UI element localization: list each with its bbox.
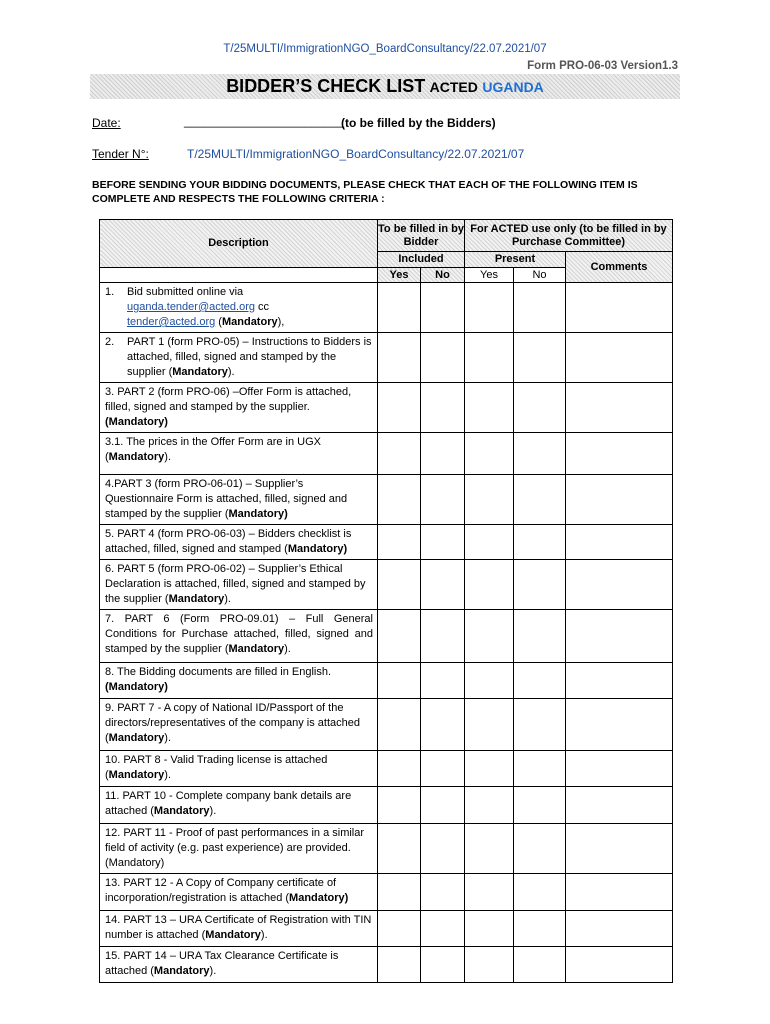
tender-value: T/25MULTI/ImmigrationNGO_BoardConsultancy/22.07.2021/07 — [187, 147, 525, 161]
checkbox-cell[interactable] — [421, 475, 465, 525]
header-comments: Comments — [566, 252, 673, 283]
comments-cell[interactable] — [566, 383, 673, 433]
header-yes-acted: Yes — [465, 268, 514, 283]
row-description: 14. PART 13 – URA Certificate of Registration with TIN number is attached (Mandatory). — [100, 911, 378, 947]
comments-cell[interactable] — [566, 911, 673, 947]
checkbox-cell[interactable] — [421, 751, 465, 787]
table-row — [100, 383, 673, 433]
row-description: 4.PART 3 (form PRO-06-01) – Supplier’s Questionnaire Form is attached, filled, signed and stamped by the supplier (Mandatory) — [100, 475, 378, 525]
checkbox-cell[interactable] — [465, 333, 514, 383]
table-row — [100, 610, 673, 663]
table-row — [100, 699, 673, 751]
title-country: UGANDA — [482, 79, 544, 95]
checkbox-cell[interactable] — [514, 824, 566, 874]
checkbox-cell[interactable] — [378, 610, 421, 663]
table-row — [100, 751, 673, 787]
table-row — [100, 560, 673, 610]
checkbox-cell[interactable] — [514, 475, 566, 525]
title-bar — [90, 74, 680, 99]
comments-cell[interactable] — [566, 699, 673, 751]
checkbox-cell[interactable] — [465, 475, 514, 525]
title-acted: ACTED — [429, 79, 478, 95]
table-row — [100, 911, 673, 947]
checkbox-cell[interactable] — [378, 699, 421, 751]
checkbox-cell[interactable] — [378, 911, 421, 947]
checkbox-cell[interactable] — [421, 663, 465, 699]
checkbox-cell[interactable] — [514, 560, 566, 610]
checkbox-cell[interactable] — [421, 874, 465, 911]
table-row — [100, 475, 673, 525]
form-number: Form PRO-06-03 Version1.3 — [527, 60, 678, 72]
header-no: No — [421, 268, 465, 283]
row-description: 10. PART 8 - Valid Trading license is attached (Mandatory). — [100, 751, 378, 787]
comments-cell[interactable] — [566, 824, 673, 874]
email-link-2[interactable]: tender@acted.org — [127, 316, 216, 328]
comments-cell[interactable] — [566, 947, 673, 983]
checkbox-cell[interactable] — [378, 560, 421, 610]
checkbox-cell[interactable] — [465, 874, 514, 911]
table-row — [100, 787, 673, 824]
checkbox-cell[interactable] — [465, 433, 514, 475]
checkbox-cell[interactable] — [514, 525, 566, 560]
table-row — [100, 433, 673, 475]
checkbox-cell[interactable] — [514, 663, 566, 699]
checkbox-cell[interactable] — [421, 525, 465, 560]
header-description-strip — [100, 268, 378, 283]
checkbox-cell[interactable] — [514, 947, 566, 983]
checkbox-cell[interactable] — [514, 699, 566, 751]
comments-cell[interactable] — [566, 751, 673, 787]
date-note: (to be filled by the Bidders) — [341, 116, 496, 130]
row-description: 3.1. The prices in the Offer Form are in UGX (Mandatory). — [100, 433, 378, 475]
row-description: 6. PART 5 (form PRO-06-02) – Supplier’s Ethical Declaration is attached, filled, signed and stamped by the supplier (Mandatory). — [100, 560, 378, 610]
checkbox-cell[interactable] — [465, 699, 514, 751]
checkbox-cell[interactable] — [465, 824, 514, 874]
checkbox-cell[interactable] — [421, 947, 465, 983]
checkbox-cell[interactable] — [465, 947, 514, 983]
row-description: 8. The Bidding documents are filled in English. (Mandatory) — [100, 663, 378, 699]
checkbox-cell[interactable] — [421, 699, 465, 751]
comments-cell[interactable] — [566, 874, 673, 911]
checkbox-cell[interactable] — [378, 663, 421, 699]
checkbox-cell[interactable] — [421, 283, 465, 333]
page-title: BIDDER’S CHECK LIST — [226, 76, 426, 96]
table-row — [100, 283, 673, 333]
row-description: 12. PART 11 - Proof of past performances in a similar field of activity (e.g. past experience) are provided. (Mandatory) — [100, 824, 378, 874]
table-row — [100, 663, 673, 699]
instructions: BEFORE SENDING YOUR BIDDING DOCUMENTS, PLEASE CHECK THAT EACH OF THE FOLLOWING ITEM IS COMPLETE AND RESPECTS THE FOLLOWING CRITERIA : — [92, 179, 638, 205]
row-description: 2. PART 1 (form PRO-05) – Instructions to Bidders is attached, filled, signed and stamped by the supplier (Mandatory). — [100, 333, 378, 383]
checkbox-cell[interactable] — [514, 874, 566, 911]
checkbox-cell[interactable] — [421, 560, 465, 610]
header-included: Included — [378, 252, 465, 268]
comments-cell[interactable] — [566, 787, 673, 824]
header-description: Description — [100, 220, 378, 268]
header-yes: Yes — [378, 268, 421, 283]
comments-cell[interactable] — [566, 525, 673, 560]
checkbox-cell[interactable] — [465, 911, 514, 947]
checkbox-cell[interactable] — [378, 333, 421, 383]
checkbox-cell[interactable] — [378, 787, 421, 824]
checkbox-cell[interactable] — [421, 383, 465, 433]
checkbox-cell[interactable] — [465, 383, 514, 433]
row-description: 7. PART 6 (Form PRO-09.01) – Full General Conditions for Purchase attached, filled, signed and stamped by the supplier (Mandatory). — [100, 610, 378, 663]
checkbox-cell[interactable] — [378, 433, 421, 475]
checkbox-cell[interactable] — [378, 751, 421, 787]
checkbox-cell[interactable] — [465, 787, 514, 824]
checklist-table — [99, 219, 673, 983]
checkbox-cell[interactable] — [421, 333, 465, 383]
checkbox-cell[interactable] — [514, 610, 566, 663]
tender-label: Tender N°: — [92, 147, 149, 161]
row-description: 9. PART 7 - A copy of National ID/Passport of the directors/representatives of the company is attached (Mandatory). — [100, 699, 378, 751]
table-row — [100, 947, 673, 983]
table-row — [100, 525, 673, 560]
checkbox-cell[interactable] — [378, 824, 421, 874]
row-description: 5. PART 4 (form PRO-06-03) – Bidders checklist is attached, filled, signed and stamped (Mandatory) — [100, 525, 378, 560]
checkbox-cell[interactable] — [378, 475, 421, 525]
checkbox-cell[interactable] — [514, 433, 566, 475]
header-acted: For ACTED use only (to be filled in by Purchase Committee) — [465, 220, 673, 252]
checkbox-cell[interactable] — [421, 433, 465, 475]
header-bidder: To be filled in by Bidder — [378, 220, 465, 252]
checkbox-cell[interactable] — [378, 283, 421, 333]
checkbox-cell[interactable] — [465, 525, 514, 560]
checkbox-cell[interactable] — [465, 751, 514, 787]
checkbox-cell[interactable] — [465, 560, 514, 610]
checkbox-cell[interactable] — [465, 610, 514, 663]
header-present: Present — [465, 252, 566, 268]
checkbox-cell[interactable] — [378, 947, 421, 983]
checkbox-cell[interactable] — [421, 787, 465, 824]
comments-cell[interactable] — [566, 663, 673, 699]
comments-cell[interactable] — [566, 283, 673, 333]
comments-cell[interactable] — [566, 475, 673, 525]
header-reference: T/25MULTI/ImmigrationNGO_BoardConsultancy/22.07.2021/07 — [223, 43, 547, 55]
row-description: 11. PART 10 - Complete company bank details are attached (Mandatory). — [100, 787, 378, 824]
email-link[interactable]: uganda.tender@acted.org — [127, 301, 255, 313]
checkbox-cell[interactable] — [378, 874, 421, 911]
checkbox-cell[interactable] — [514, 911, 566, 947]
comments-cell[interactable] — [566, 433, 673, 475]
comments-cell[interactable] — [566, 610, 673, 663]
date-field[interactable]: ________________________ — [184, 114, 345, 128]
table-row — [100, 824, 673, 874]
checkbox-cell[interactable] — [514, 283, 566, 333]
row-description: 1. Bid submitted online via uganda.tender@acted.org cc tender@acted.org (Mandatory), — [100, 283, 378, 333]
checkbox-cell[interactable] — [378, 525, 421, 560]
table-row — [100, 333, 673, 383]
checkbox-cell[interactable] — [421, 911, 465, 947]
checkbox-cell[interactable] — [514, 383, 566, 433]
checkbox-cell[interactable] — [378, 383, 421, 433]
checkbox-cell[interactable] — [514, 787, 566, 824]
checkbox-cell[interactable] — [514, 751, 566, 787]
checkbox-cell[interactable] — [421, 610, 465, 663]
checkbox-cell[interactable] — [514, 333, 566, 383]
table-row — [100, 874, 673, 911]
comments-cell[interactable] — [566, 333, 673, 383]
checkbox-cell[interactable] — [465, 663, 514, 699]
comments-cell[interactable] — [566, 560, 673, 610]
date-label: Date: — [92, 116, 121, 130]
row-description: 3. PART 2 (form PRO-06) –Offer Form is attached, filled, signed and stamped by the supplier. (Mandatory) — [100, 383, 378, 433]
checkbox-cell[interactable] — [465, 283, 514, 333]
checkbox-cell[interactable] — [421, 824, 465, 874]
row-description: 15. PART 14 – URA Tax Clearance Certificate is attached (Mandatory). — [100, 947, 378, 983]
row-description: 13. PART 12 - A Copy of Company certificate of incorporation/registration is attached (Mandatory) — [100, 874, 378, 911]
header-no-acted: No — [514, 268, 566, 283]
